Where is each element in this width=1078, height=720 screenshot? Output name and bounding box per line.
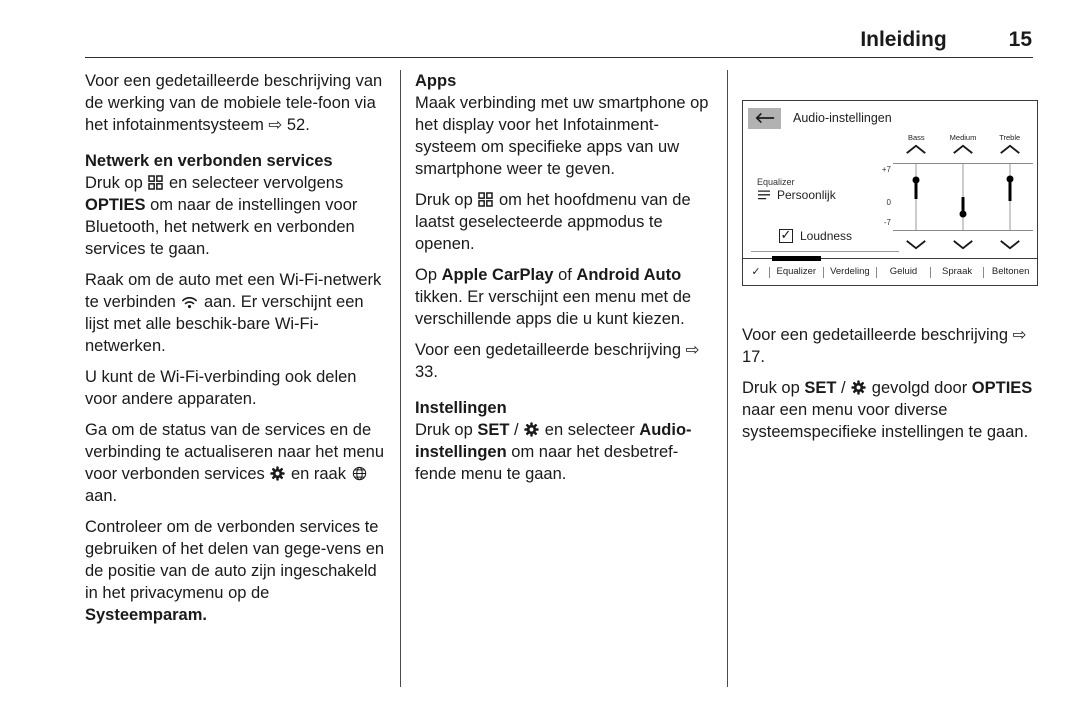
screen-title: Audio-instellingen (793, 111, 892, 125)
text-run: U kunt de Wi-Fi-verbinding ook delen voor andere apparaten. (85, 368, 357, 408)
text-run: / (509, 421, 524, 439)
text-run: Voor een gedetailleerde beschrijving ⇨ 33. (415, 341, 700, 381)
paragraph (85, 172, 387, 260)
paragraph (415, 189, 717, 255)
equalizer-sliders (881, 127, 1033, 255)
equalizer-preset-icon (756, 189, 772, 201)
slider-grid (881, 163, 1033, 231)
screen-tab-bar (743, 258, 1037, 285)
text-run: om naar de instellingen voor Bluetooth, het netwerk en verbonden services te gaan. (85, 196, 358, 258)
bold-text: OPTIES (971, 379, 1033, 397)
text-run: om het hoofdmenu van de laatst geselecteerde appmodus te openen. (415, 191, 691, 253)
wifi-icon (180, 296, 199, 309)
slider-down-chevrons (893, 235, 1033, 255)
text-run: Controleer om de verbonden services te gebruiken of het delen van gege-vens en de positie van de auto zijn ingeschakeld in het privacymenu op de (85, 518, 385, 602)
text-run: aan. (85, 487, 118, 505)
bold-text: Systeemparam. (85, 606, 207, 624)
checkbox-checked-icon: ✓ (780, 227, 792, 242)
bold-text: Android Auto (576, 266, 682, 284)
section-heading (415, 70, 717, 92)
slider-label: Bass (907, 133, 925, 142)
slider-labels (893, 127, 1033, 142)
equalizer-label: Equalizer (757, 177, 795, 187)
slider-label: Treble (999, 133, 1021, 142)
app-menu-icon (477, 192, 494, 207)
page-header (85, 28, 1032, 52)
text-run: Druk op (415, 191, 478, 209)
scale-label-mid: 0 (886, 198, 891, 207)
text-run: om naar het desbetref-fende menu te gaan. (415, 443, 679, 483)
infotainment-screen-illustration (742, 100, 1038, 286)
header-rule (85, 57, 1033, 58)
chevron-down-icon (940, 235, 987, 255)
paragraph (85, 366, 387, 410)
text-run: Druk op (415, 421, 478, 439)
paragraph (415, 264, 717, 330)
back-arrow-icon (748, 108, 781, 129)
slider-label: Medium (949, 133, 977, 142)
column-2 (415, 70, 717, 494)
text-run: en selecteer (540, 421, 640, 439)
scale-label-top: +7 (881, 165, 891, 174)
app-menu-icon (147, 175, 164, 190)
text-run: Voor een gedetailleerde beschrijving van de werking van de mobiele tele-foon via het infotainmentsysteem ⇨ 52. (85, 72, 383, 134)
column-separator (727, 70, 728, 687)
bold-text: SET (804, 379, 837, 397)
column-3 (742, 70, 1038, 452)
section-heading (85, 150, 387, 172)
bold-text: Apple CarPlay (441, 266, 554, 284)
loudness-option (779, 225, 852, 247)
paragraph (415, 419, 717, 485)
slider-handle (1006, 176, 1013, 183)
paragraph (415, 339, 717, 383)
screen-tab-geluid: Geluid (889, 266, 918, 277)
text-run: Druk op (85, 174, 148, 192)
text-run: / (836, 379, 851, 397)
chevron-down-icon (893, 235, 940, 255)
text-run: aan. Er verschijnt een lijst met alle beschik-bare Wi-Fi-netwerken. (85, 293, 364, 355)
text-run: Raak om de auto met een Wi-Fi-netwerk te verbinden (85, 271, 382, 311)
globe-icon (351, 466, 368, 481)
text-run: Voor een gedetailleerde beschrijving ⇨ 17. (742, 326, 1027, 366)
text-run: Netwerk en verbonden services (85, 152, 333, 170)
slider-handle (913, 176, 920, 183)
section-heading (415, 397, 717, 419)
text-run: en raak (286, 465, 351, 483)
screen-tab-spraak: Spraak (942, 266, 973, 277)
bold-text: SET (477, 421, 510, 439)
paragraph (85, 70, 387, 136)
gear-icon (269, 466, 286, 481)
text-run: Op (415, 266, 442, 284)
column-1 (85, 70, 387, 635)
scale-label-bottom: -7 (883, 218, 891, 227)
slider-handle (960, 211, 967, 218)
chevron-up-icon (986, 139, 1033, 159)
bold-text: OPTIES (85, 196, 146, 214)
loudness-label: Loudness (800, 229, 853, 243)
screen-tab-equalizer: Equalizer (770, 259, 823, 285)
paragraph (742, 377, 1038, 443)
text-run: Maak verbinding met uw smartphone op het display voor het Infotainment-systeem om specifieke apps van uw smartphone weer te geven. (415, 94, 709, 178)
check-icon: ✓ (751, 266, 761, 278)
text-run: en selecteer vervolgens (164, 174, 344, 192)
gear-icon (850, 380, 867, 395)
column-separator (400, 70, 401, 687)
paragraph (85, 419, 387, 507)
preset-label: Persoonlijk (777, 188, 836, 202)
page-number: 15 (1008, 28, 1032, 51)
equalizer-preset (756, 184, 836, 206)
screen-tab-beltonen: Beltonen (991, 266, 1030, 277)
text-run: naar een menu voor diverse systeemspecifieke instellingen te gaan. (742, 401, 1029, 441)
text-run: Apps (415, 72, 457, 90)
text-run: tikken. Er verschijnt een menu met de verschillende apps die u kunt kiezen. (415, 288, 692, 328)
paragraph (85, 269, 387, 357)
paragraph (85, 516, 387, 626)
chevron-down-icon (986, 235, 1033, 255)
paragraph (742, 324, 1038, 368)
text-run: of (553, 266, 577, 284)
chevron-up-icon (893, 139, 940, 159)
text-run: Ga om de status van de services en de verbinding te actualiseren naar het menu voor verbonden services (85, 421, 385, 483)
chevron-up-icon (940, 139, 987, 159)
divider-line (751, 251, 899, 252)
gear-icon (523, 422, 540, 437)
paragraph (415, 92, 717, 180)
text-run: Instellingen (415, 399, 507, 417)
screen-tab-verdeling: Verdeling (830, 266, 870, 277)
text-run: Druk op (742, 379, 805, 397)
chapter-title: Inleiding (860, 28, 947, 51)
bold-text: Audio-instellingen (415, 421, 692, 461)
slider-up-chevrons (893, 139, 1033, 159)
text-run: gevolgd door (867, 379, 972, 397)
